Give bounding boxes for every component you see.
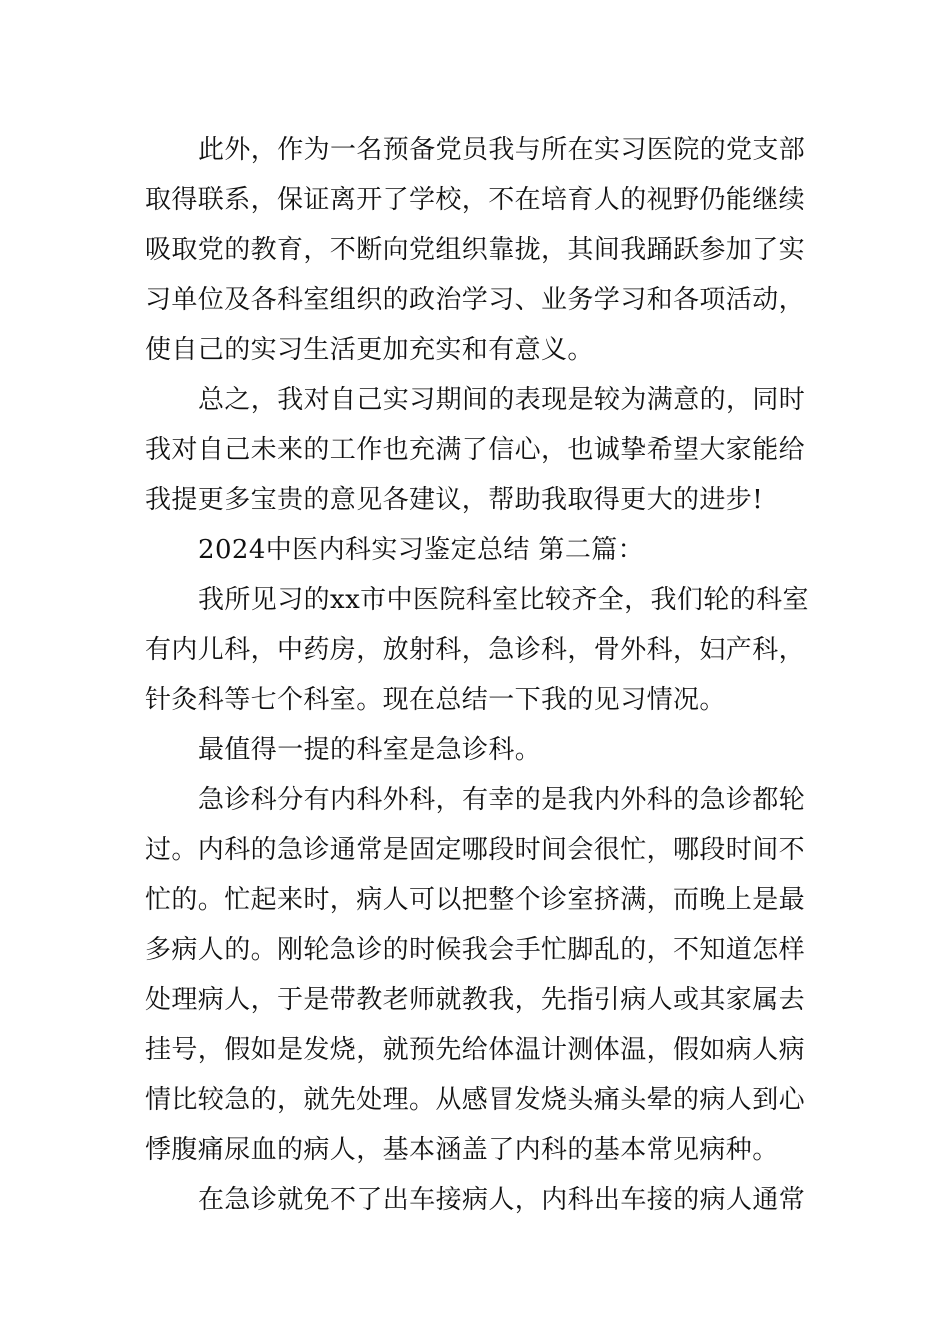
- text-line: 我所见习的xx市中医院科室比较齐全，我们轮的科室: [198, 585, 809, 615]
- text-line: 取得联系，保证离开了学校，不在培育人的视野仍能继续: [145, 185, 806, 215]
- text-line: 针灸科等七个科室。现在总结一下我的见习情况。: [145, 685, 726, 715]
- text-line: 急诊科分有内科外科，有幸的是我内外科的急诊都轮: [198, 785, 806, 815]
- text-line: 过。内科的急诊通常是固定哪段时间会很忙，哪段时间不: [145, 835, 806, 865]
- text-line: 我对自己未来的工作也充满了信心，也诚挚希望大家能给: [145, 435, 806, 465]
- text-line: 最值得一提的科室是急诊科。: [198, 735, 542, 765]
- text-line: 忙的。忙起来时，病人可以把整个诊室挤满，而晚上是最: [145, 885, 806, 915]
- text-line: 有内儿科，中药房，放射科，急诊科，骨外科，妇产科，: [145, 635, 806, 665]
- text-line: 我提更多宝贵的意见各建议，帮助我取得更大的进步!: [145, 485, 764, 515]
- section-heading: 2024中医内科实习鉴定总结 第二篇：: [198, 535, 645, 565]
- text-line: 挂号，假如是发烧，就预先给体温计测体温，假如病人病: [145, 1035, 806, 1065]
- text-line: 处理病人，于是带教老师就教我，先指引病人或其家属去: [145, 985, 806, 1015]
- text-line: 此外，作为一名预备党员我与所在实习医院的党支部: [198, 135, 806, 165]
- text-line: 多病人的。刚轮急诊的时候我会手忙脚乱的，不知道怎样: [145, 935, 806, 965]
- text-line: 习单位及各科室组织的政治学习、业务学习和各项活动，: [145, 285, 806, 315]
- text-line: 情比较急的，就先处理。从感冒发烧头痛头晕的病人到心: [145, 1085, 806, 1115]
- text-line: 悸腹痛尿血的病人，基本涵盖了内科的基本常见病种。: [145, 1135, 779, 1165]
- text-line: 使自己的实习生活更加充实和有意义。: [145, 335, 594, 365]
- text-line: 在急诊就免不了出车接病人，内科出车接的病人通常: [198, 1185, 806, 1215]
- text-line: 吸取党的教育，不断向党组织靠拢，其间我踊跃参加了实: [145, 235, 806, 265]
- text-line: 总之，我对自己实习期间的表现是较为满意的，同时: [198, 385, 806, 415]
